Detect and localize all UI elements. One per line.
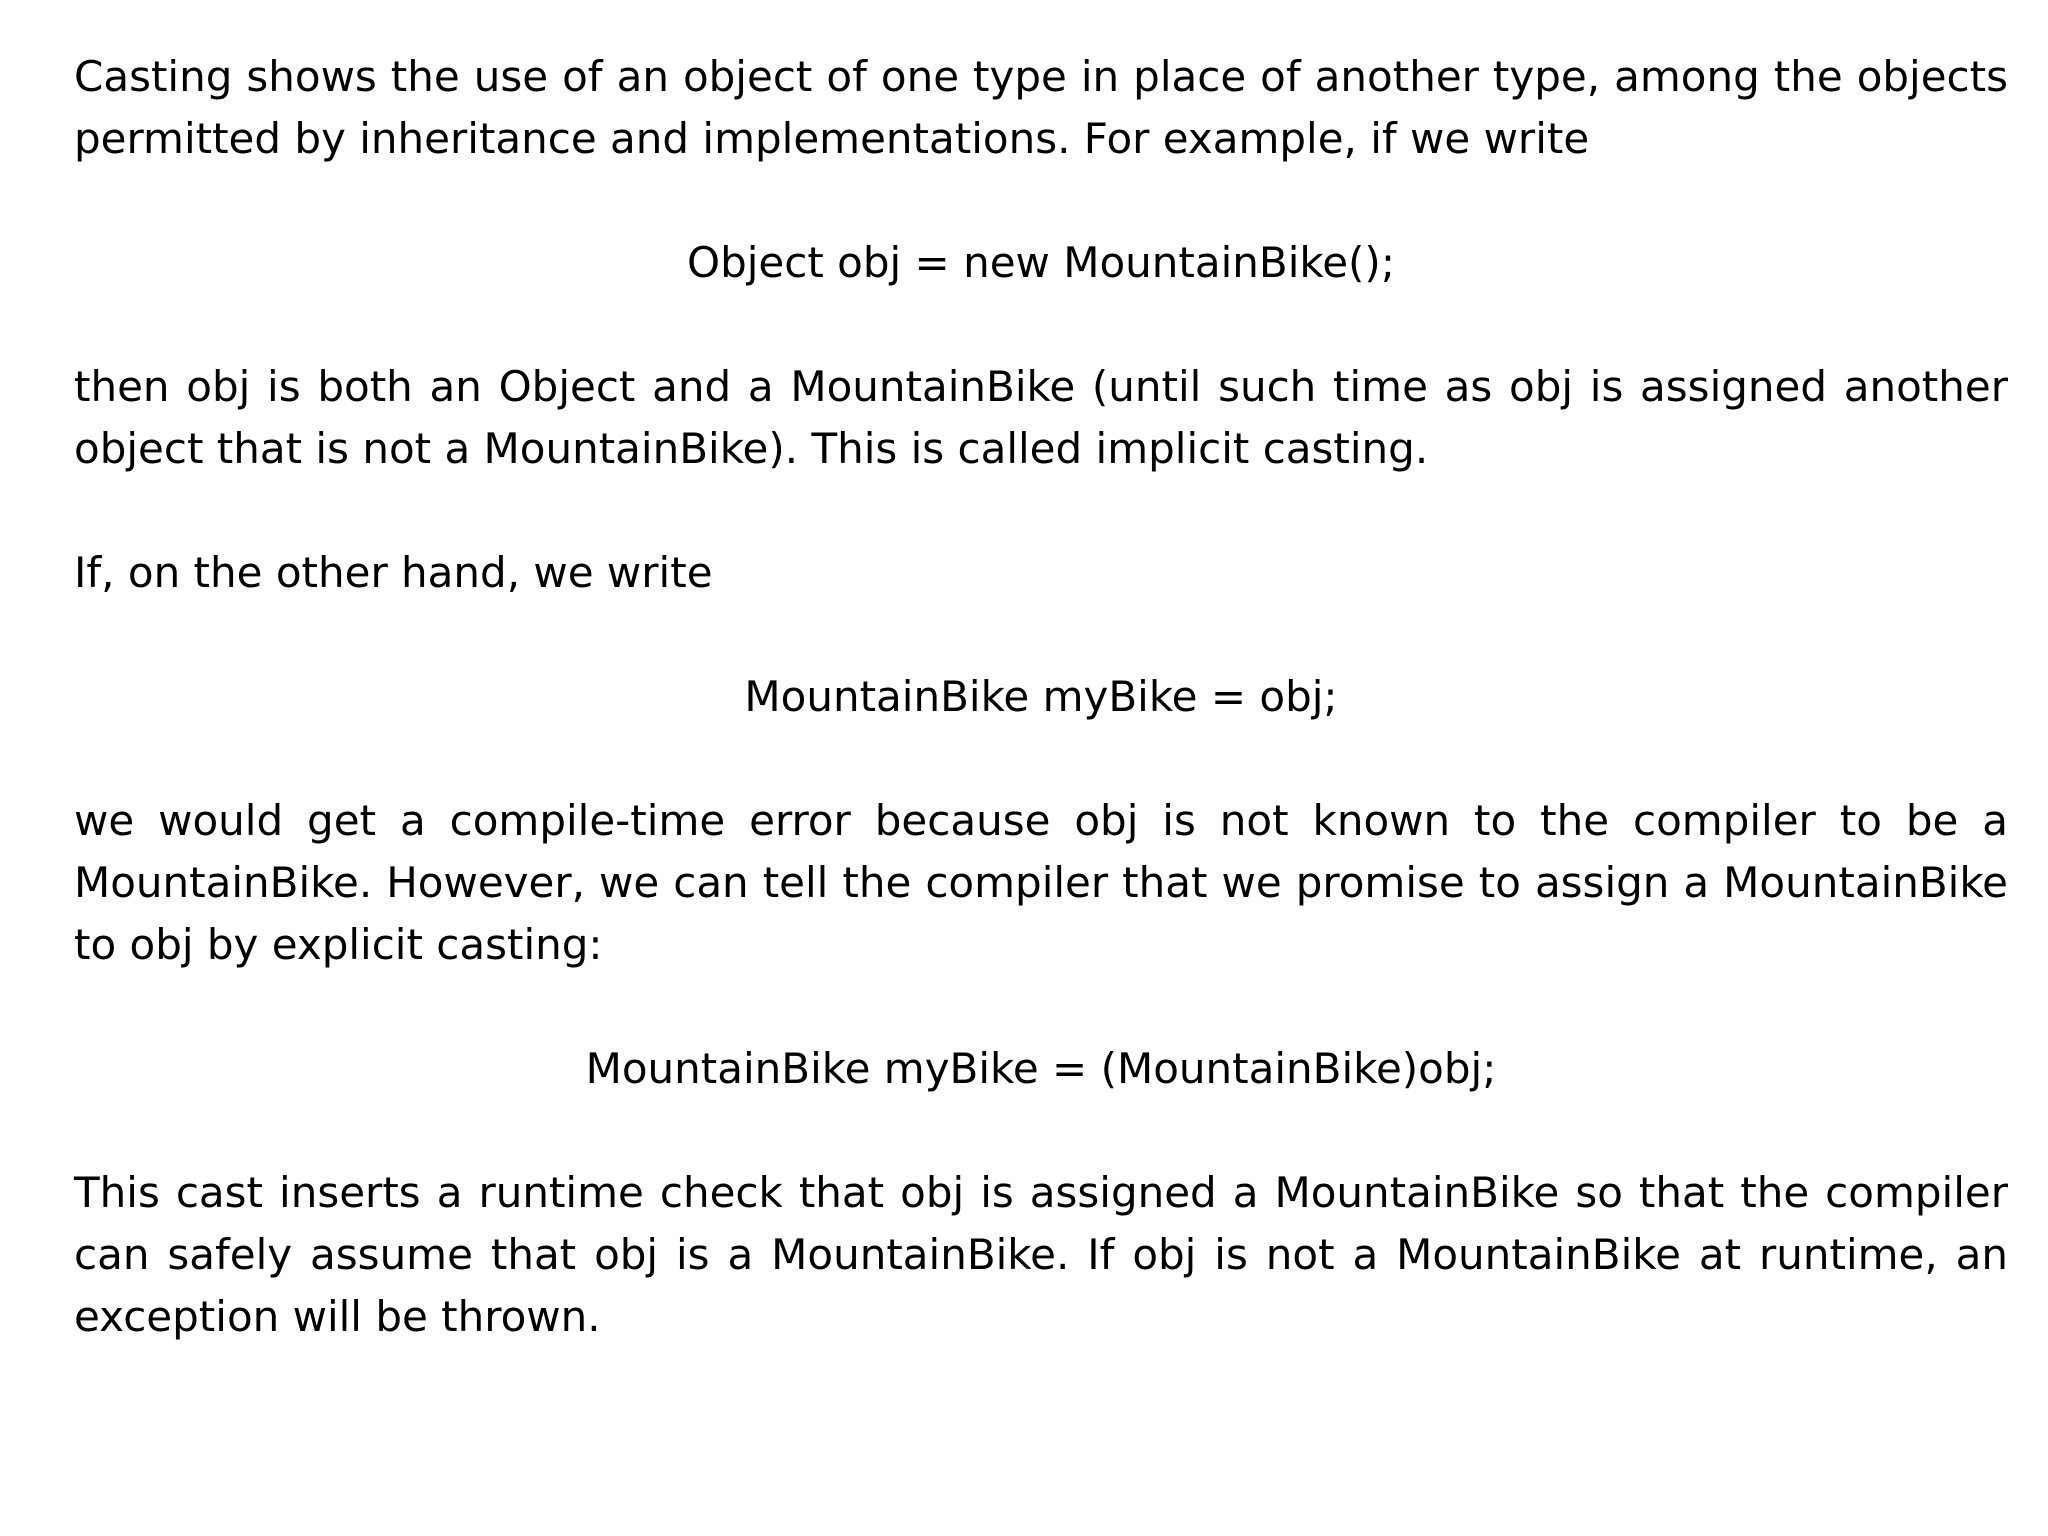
- spacer: [74, 170, 2008, 232]
- spacer: [74, 728, 2008, 790]
- spacer: [74, 604, 2008, 666]
- slide-content: [74, 46, 2008, 1348]
- paragraph-implicit-casting: then obj is both an Object and a MountainBike (until such time as obj is assigned another object that is not a MountainBike). This is called implicit casting.: [74, 362, 2008, 473]
- paragraph-runtime-check: This cast inserts a runtime check that obj is assigned a MountainBike so that the compiler can safely assume that obj is a MountainBike. If obj is not a MountainBike at runtime, an exception will be thrown.: [74, 1168, 2008, 1341]
- spacer: [74, 294, 2008, 356]
- spacer: [74, 976, 2008, 1038]
- code-implicit-assignment: Object obj = new MountainBike();: [687, 238, 1395, 287]
- code-invalid-assignment: MountainBike myBike = obj;: [744, 672, 1338, 721]
- paragraph-casting-intro: Casting shows the use of an object of one type in place of another type, among the objects permitted by inheritance and implementations. For example, if we write: [74, 52, 2008, 163]
- spacer: [74, 480, 2008, 542]
- spacer: [74, 1100, 2008, 1162]
- paragraph-compile-error: we would get a compile-time error because obj is not known to the compiler to be a MountainBike. However, we can tell the compiler that we promise to assign a MountainBike to obj by explicit casting:: [74, 796, 2008, 969]
- code-explicit-cast: MountainBike myBike = (MountainBike)obj;: [585, 1044, 1497, 1093]
- paragraph-other-hand: If, on the other hand, we write: [74, 548, 713, 597]
